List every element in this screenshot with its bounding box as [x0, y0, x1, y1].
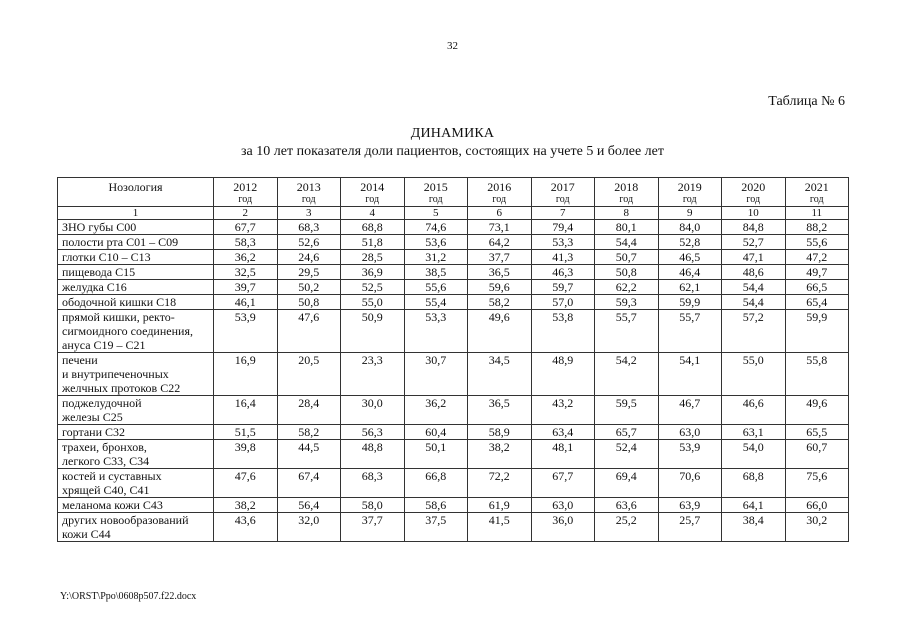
- value-cell: 67,4: [277, 469, 341, 498]
- value-cell: 74,6: [404, 220, 468, 235]
- header-year-unit: год: [746, 194, 761, 205]
- nosology-line: костей и суставных: [62, 469, 162, 483]
- value-cell: 32,5: [214, 265, 278, 280]
- value-cell: 46,6: [722, 396, 786, 425]
- header-year-unit: год: [492, 194, 507, 205]
- value-cell: 58,0: [341, 498, 405, 513]
- value-cell: 73,1: [468, 220, 532, 235]
- value-cell: 68,3: [277, 220, 341, 235]
- value-cell: 65,4: [785, 295, 849, 310]
- value-cell: 69,4: [595, 469, 659, 498]
- table-row: [58, 396, 849, 425]
- table-row: [58, 250, 849, 265]
- value-cell: 34,5: [468, 353, 532, 396]
- value-cell: 52,4: [595, 440, 659, 469]
- value-cell: 59,7: [531, 280, 595, 295]
- header-year-value: 2014: [360, 180, 385, 194]
- value-cell: 80,1: [595, 220, 659, 235]
- table-row: [58, 498, 849, 513]
- value-cell: 36,2: [214, 250, 278, 265]
- value-cell: 36,5: [468, 265, 532, 280]
- nosology-cell: [58, 295, 214, 310]
- value-cell: 68,8: [341, 220, 405, 235]
- value-cell: 67,7: [531, 469, 595, 498]
- value-cell: 38,4: [722, 513, 786, 542]
- header-year-value: 2021: [804, 180, 829, 194]
- value-cell: 56,3: [341, 425, 405, 440]
- nosology-line: железы С25: [62, 410, 123, 424]
- column-number: 3: [277, 207, 341, 220]
- value-cell: 54,4: [722, 280, 786, 295]
- column-number: 4: [341, 207, 405, 220]
- value-cell: 43,6: [214, 513, 278, 542]
- value-cell: 46,3: [531, 265, 595, 280]
- nosology-line: пищевода С15: [62, 265, 136, 279]
- value-cell: 53,3: [404, 310, 468, 353]
- value-cell: 28,5: [341, 250, 405, 265]
- value-cell: 59,9: [658, 295, 722, 310]
- nosology-line: печени: [62, 353, 98, 367]
- header-year-value: 2017: [550, 180, 575, 194]
- value-cell: 46,4: [658, 265, 722, 280]
- column-number: 11: [785, 207, 849, 220]
- table-row: [58, 265, 849, 280]
- value-cell: 32,0: [277, 513, 341, 542]
- value-cell: 53,9: [658, 440, 722, 469]
- value-cell: 48,9: [531, 353, 595, 396]
- value-cell: 63,4: [531, 425, 595, 440]
- column-number: 5: [404, 207, 468, 220]
- value-cell: 66,8: [404, 469, 468, 498]
- nosology-line: хрящей С40, С41: [62, 483, 150, 497]
- value-cell: 58,2: [277, 425, 341, 440]
- value-cell: 50,9: [341, 310, 405, 353]
- value-cell: 59,6: [468, 280, 532, 295]
- value-cell: 75,6: [785, 469, 849, 498]
- header-year-unit: год: [428, 194, 443, 205]
- value-cell: 43,2: [531, 396, 595, 425]
- value-cell: 58,9: [468, 425, 532, 440]
- column-number-row: [58, 207, 849, 220]
- value-cell: 25,2: [595, 513, 659, 542]
- nosology-cell: [58, 425, 214, 440]
- value-cell: 63,0: [531, 498, 595, 513]
- table-caption: Таблица № 6: [768, 94, 845, 109]
- header-year: [277, 178, 341, 207]
- header-year: [785, 178, 849, 207]
- header-year: [341, 178, 405, 207]
- header-year-value: 2013: [296, 180, 321, 194]
- value-cell: 59,5: [595, 396, 659, 425]
- nosology-cell: [58, 280, 214, 295]
- table-row: [58, 220, 849, 235]
- value-cell: 41,5: [468, 513, 532, 542]
- nosology-line: других новообразований: [62, 513, 189, 527]
- value-cell: 56,4: [277, 498, 341, 513]
- value-cell: 55,6: [404, 280, 468, 295]
- header-year-unit: год: [301, 194, 316, 205]
- value-cell: 38,2: [214, 498, 278, 513]
- table-row: [58, 280, 849, 295]
- nosology-cell: [58, 513, 214, 542]
- value-cell: 30,0: [341, 396, 405, 425]
- nosology-line: глотки С10 – С13: [62, 250, 151, 264]
- value-cell: 38,5: [404, 265, 468, 280]
- header-year-unit: год: [619, 194, 634, 205]
- value-cell: 52,5: [341, 280, 405, 295]
- value-cell: 46,7: [658, 396, 722, 425]
- header-year: [531, 178, 595, 207]
- header-year-unit: год: [555, 194, 570, 205]
- header-year-value: 2016: [487, 180, 512, 194]
- value-cell: 59,3: [595, 295, 659, 310]
- header-year: [722, 178, 786, 207]
- value-cell: 25,7: [658, 513, 722, 542]
- nosology-line: желудка С16: [62, 280, 127, 294]
- table-row: [58, 469, 849, 498]
- header-year-value: 2019: [677, 180, 702, 194]
- nosology-cell: [58, 235, 214, 250]
- footer-file-path: Y:\ORST\Ppo\0608p507.f22.docx: [60, 591, 197, 602]
- value-cell: 66,0: [785, 498, 849, 513]
- nosology-line: поджелудочной: [62, 396, 142, 410]
- value-cell: 16,4: [214, 396, 278, 425]
- header-year-value: 2018: [614, 180, 639, 194]
- value-cell: 47,6: [277, 310, 341, 353]
- header-year-value: 2015: [423, 180, 448, 194]
- value-cell: 39,7: [214, 280, 278, 295]
- value-cell: 61,9: [468, 498, 532, 513]
- value-cell: 50,1: [404, 440, 468, 469]
- header-year-unit: год: [682, 194, 697, 205]
- column-number: 8: [595, 207, 659, 220]
- value-cell: 23,3: [341, 353, 405, 396]
- header-year-value: 2012: [233, 180, 258, 194]
- value-cell: 54,0: [722, 440, 786, 469]
- value-cell: 50,2: [277, 280, 341, 295]
- value-cell: 53,3: [531, 235, 595, 250]
- value-cell: 60,7: [785, 440, 849, 469]
- value-cell: 37,5: [404, 513, 468, 542]
- value-cell: 49,7: [785, 265, 849, 280]
- value-cell: 50,8: [595, 265, 659, 280]
- nosology-line: прямой кишки, ректо-: [62, 310, 175, 324]
- value-cell: 55,0: [722, 353, 786, 396]
- table-body: [58, 207, 849, 542]
- value-cell: 16,9: [214, 353, 278, 396]
- nosology-line: кожи С44: [62, 527, 111, 541]
- nosology-cell: [58, 353, 214, 396]
- value-cell: 53,6: [404, 235, 468, 250]
- value-cell: 54,1: [658, 353, 722, 396]
- nosology-cell: [58, 469, 214, 498]
- value-cell: 47,2: [785, 250, 849, 265]
- value-cell: 84,8: [722, 220, 786, 235]
- value-cell: 24,6: [277, 250, 341, 265]
- column-number: 10: [722, 207, 786, 220]
- dynamics-table: [57, 177, 849, 542]
- value-cell: 48,6: [722, 265, 786, 280]
- value-cell: 55,4: [404, 295, 468, 310]
- value-cell: 28,4: [277, 396, 341, 425]
- value-cell: 65,5: [785, 425, 849, 440]
- value-cell: 46,1: [214, 295, 278, 310]
- header-nosology: Нозология: [58, 178, 214, 207]
- value-cell: 39,8: [214, 440, 278, 469]
- value-cell: 36,0: [531, 513, 595, 542]
- value-cell: 51,5: [214, 425, 278, 440]
- nosology-line: ЗНО губы С00: [62, 220, 137, 234]
- nosology-line: и внутрипеченочных: [62, 367, 169, 381]
- value-cell: 30,7: [404, 353, 468, 396]
- value-cell: 62,1: [658, 280, 722, 295]
- header-year: [658, 178, 722, 207]
- column-number: 2: [214, 207, 278, 220]
- header-year-unit: год: [365, 194, 380, 205]
- value-cell: 57,0: [531, 295, 595, 310]
- page-number: 32: [447, 40, 458, 52]
- nosology-cell: [58, 250, 214, 265]
- value-cell: 54,4: [595, 235, 659, 250]
- value-cell: 48,8: [341, 440, 405, 469]
- value-cell: 64,1: [722, 498, 786, 513]
- table-row: [58, 235, 849, 250]
- nosology-line: полости рта С01 – С09: [62, 235, 179, 249]
- value-cell: 46,5: [658, 250, 722, 265]
- value-cell: 49,6: [785, 396, 849, 425]
- value-cell: 63,1: [722, 425, 786, 440]
- nosology-cell: [58, 440, 214, 469]
- value-cell: 53,8: [531, 310, 595, 353]
- table-row: [58, 440, 849, 469]
- value-cell: 62,2: [595, 280, 659, 295]
- nosology-line: гортани С32: [62, 425, 126, 439]
- value-cell: 88,2: [785, 220, 849, 235]
- value-cell: 54,4: [722, 295, 786, 310]
- value-cell: 68,8: [722, 469, 786, 498]
- value-cell: 30,2: [785, 513, 849, 542]
- header-year: [595, 178, 659, 207]
- header-year: [404, 178, 468, 207]
- value-cell: 36,5: [468, 396, 532, 425]
- table-header-row: [58, 178, 849, 207]
- nosology-line: ануса С19 – С21: [62, 338, 146, 352]
- value-cell: 31,2: [404, 250, 468, 265]
- nosology-cell: [58, 220, 214, 235]
- nosology-cell: [58, 396, 214, 425]
- column-number: 9: [658, 207, 722, 220]
- table-row: [58, 295, 849, 310]
- nosology-cell: [58, 265, 214, 280]
- table-row: [58, 353, 849, 396]
- value-cell: 49,6: [468, 310, 532, 353]
- value-cell: 36,9: [341, 265, 405, 280]
- header-year-unit: год: [238, 194, 253, 205]
- value-cell: 29,5: [277, 265, 341, 280]
- value-cell: 55,6: [785, 235, 849, 250]
- table-row: [58, 310, 849, 353]
- document-title: ДИНАМИКА: [410, 126, 495, 141]
- value-cell: 59,9: [785, 310, 849, 353]
- value-cell: 63,9: [658, 498, 722, 513]
- nosology-line: меланома кожи С43: [62, 498, 163, 512]
- value-cell: 79,4: [531, 220, 595, 235]
- value-cell: 37,7: [341, 513, 405, 542]
- value-cell: 47,6: [214, 469, 278, 498]
- column-number: 6: [468, 207, 532, 220]
- value-cell: 63,6: [595, 498, 659, 513]
- nosology-cell: [58, 310, 214, 353]
- value-cell: 58,3: [214, 235, 278, 250]
- value-cell: 52,6: [277, 235, 341, 250]
- nosology-cell: [58, 498, 214, 513]
- column-number: 7: [531, 207, 595, 220]
- nosology-line: сигмоидного соединения,: [62, 324, 193, 338]
- header-year-value: 2020: [741, 180, 766, 194]
- value-cell: 55,8: [785, 353, 849, 396]
- value-cell: 37,7: [468, 250, 532, 265]
- value-cell: 66,5: [785, 280, 849, 295]
- header-year: [468, 178, 532, 207]
- value-cell: 52,8: [658, 235, 722, 250]
- value-cell: 65,7: [595, 425, 659, 440]
- nosology-line: трахеи, бронхов,: [62, 440, 147, 454]
- value-cell: 51,8: [341, 235, 405, 250]
- value-cell: 52,7: [722, 235, 786, 250]
- value-cell: 53,9: [214, 310, 278, 353]
- value-cell: 68,3: [341, 469, 405, 498]
- nosology-line: легкого С33, С34: [62, 454, 150, 468]
- value-cell: 55,0: [341, 295, 405, 310]
- table-row: [58, 425, 849, 440]
- value-cell: 54,2: [595, 353, 659, 396]
- value-cell: 50,7: [595, 250, 659, 265]
- value-cell: 47,1: [722, 250, 786, 265]
- value-cell: 63,0: [658, 425, 722, 440]
- value-cell: 44,5: [277, 440, 341, 469]
- column-number: 1: [58, 207, 214, 220]
- value-cell: 70,6: [658, 469, 722, 498]
- value-cell: 84,0: [658, 220, 722, 235]
- value-cell: 72,2: [468, 469, 532, 498]
- value-cell: 50,8: [277, 295, 341, 310]
- value-cell: 58,2: [468, 295, 532, 310]
- value-cell: 57,2: [722, 310, 786, 353]
- value-cell: 64,2: [468, 235, 532, 250]
- nosology-line: желчных протоков С22: [62, 381, 181, 395]
- document-subtitle: за 10 лет показателя доли пациентов, состоящих на учете 5 и более лет: [241, 144, 664, 159]
- value-cell: 58,6: [404, 498, 468, 513]
- table-row: [58, 513, 849, 542]
- value-cell: 36,2: [404, 396, 468, 425]
- header-year-unit: год: [809, 194, 824, 205]
- value-cell: 55,7: [658, 310, 722, 353]
- value-cell: 20,5: [277, 353, 341, 396]
- value-cell: 67,7: [214, 220, 278, 235]
- nosology-line: ободочной кишки С18: [62, 295, 177, 309]
- value-cell: 60,4: [404, 425, 468, 440]
- value-cell: 41,3: [531, 250, 595, 265]
- value-cell: 55,7: [595, 310, 659, 353]
- header-year: [214, 178, 278, 207]
- value-cell: 38,2: [468, 440, 532, 469]
- value-cell: 48,1: [531, 440, 595, 469]
